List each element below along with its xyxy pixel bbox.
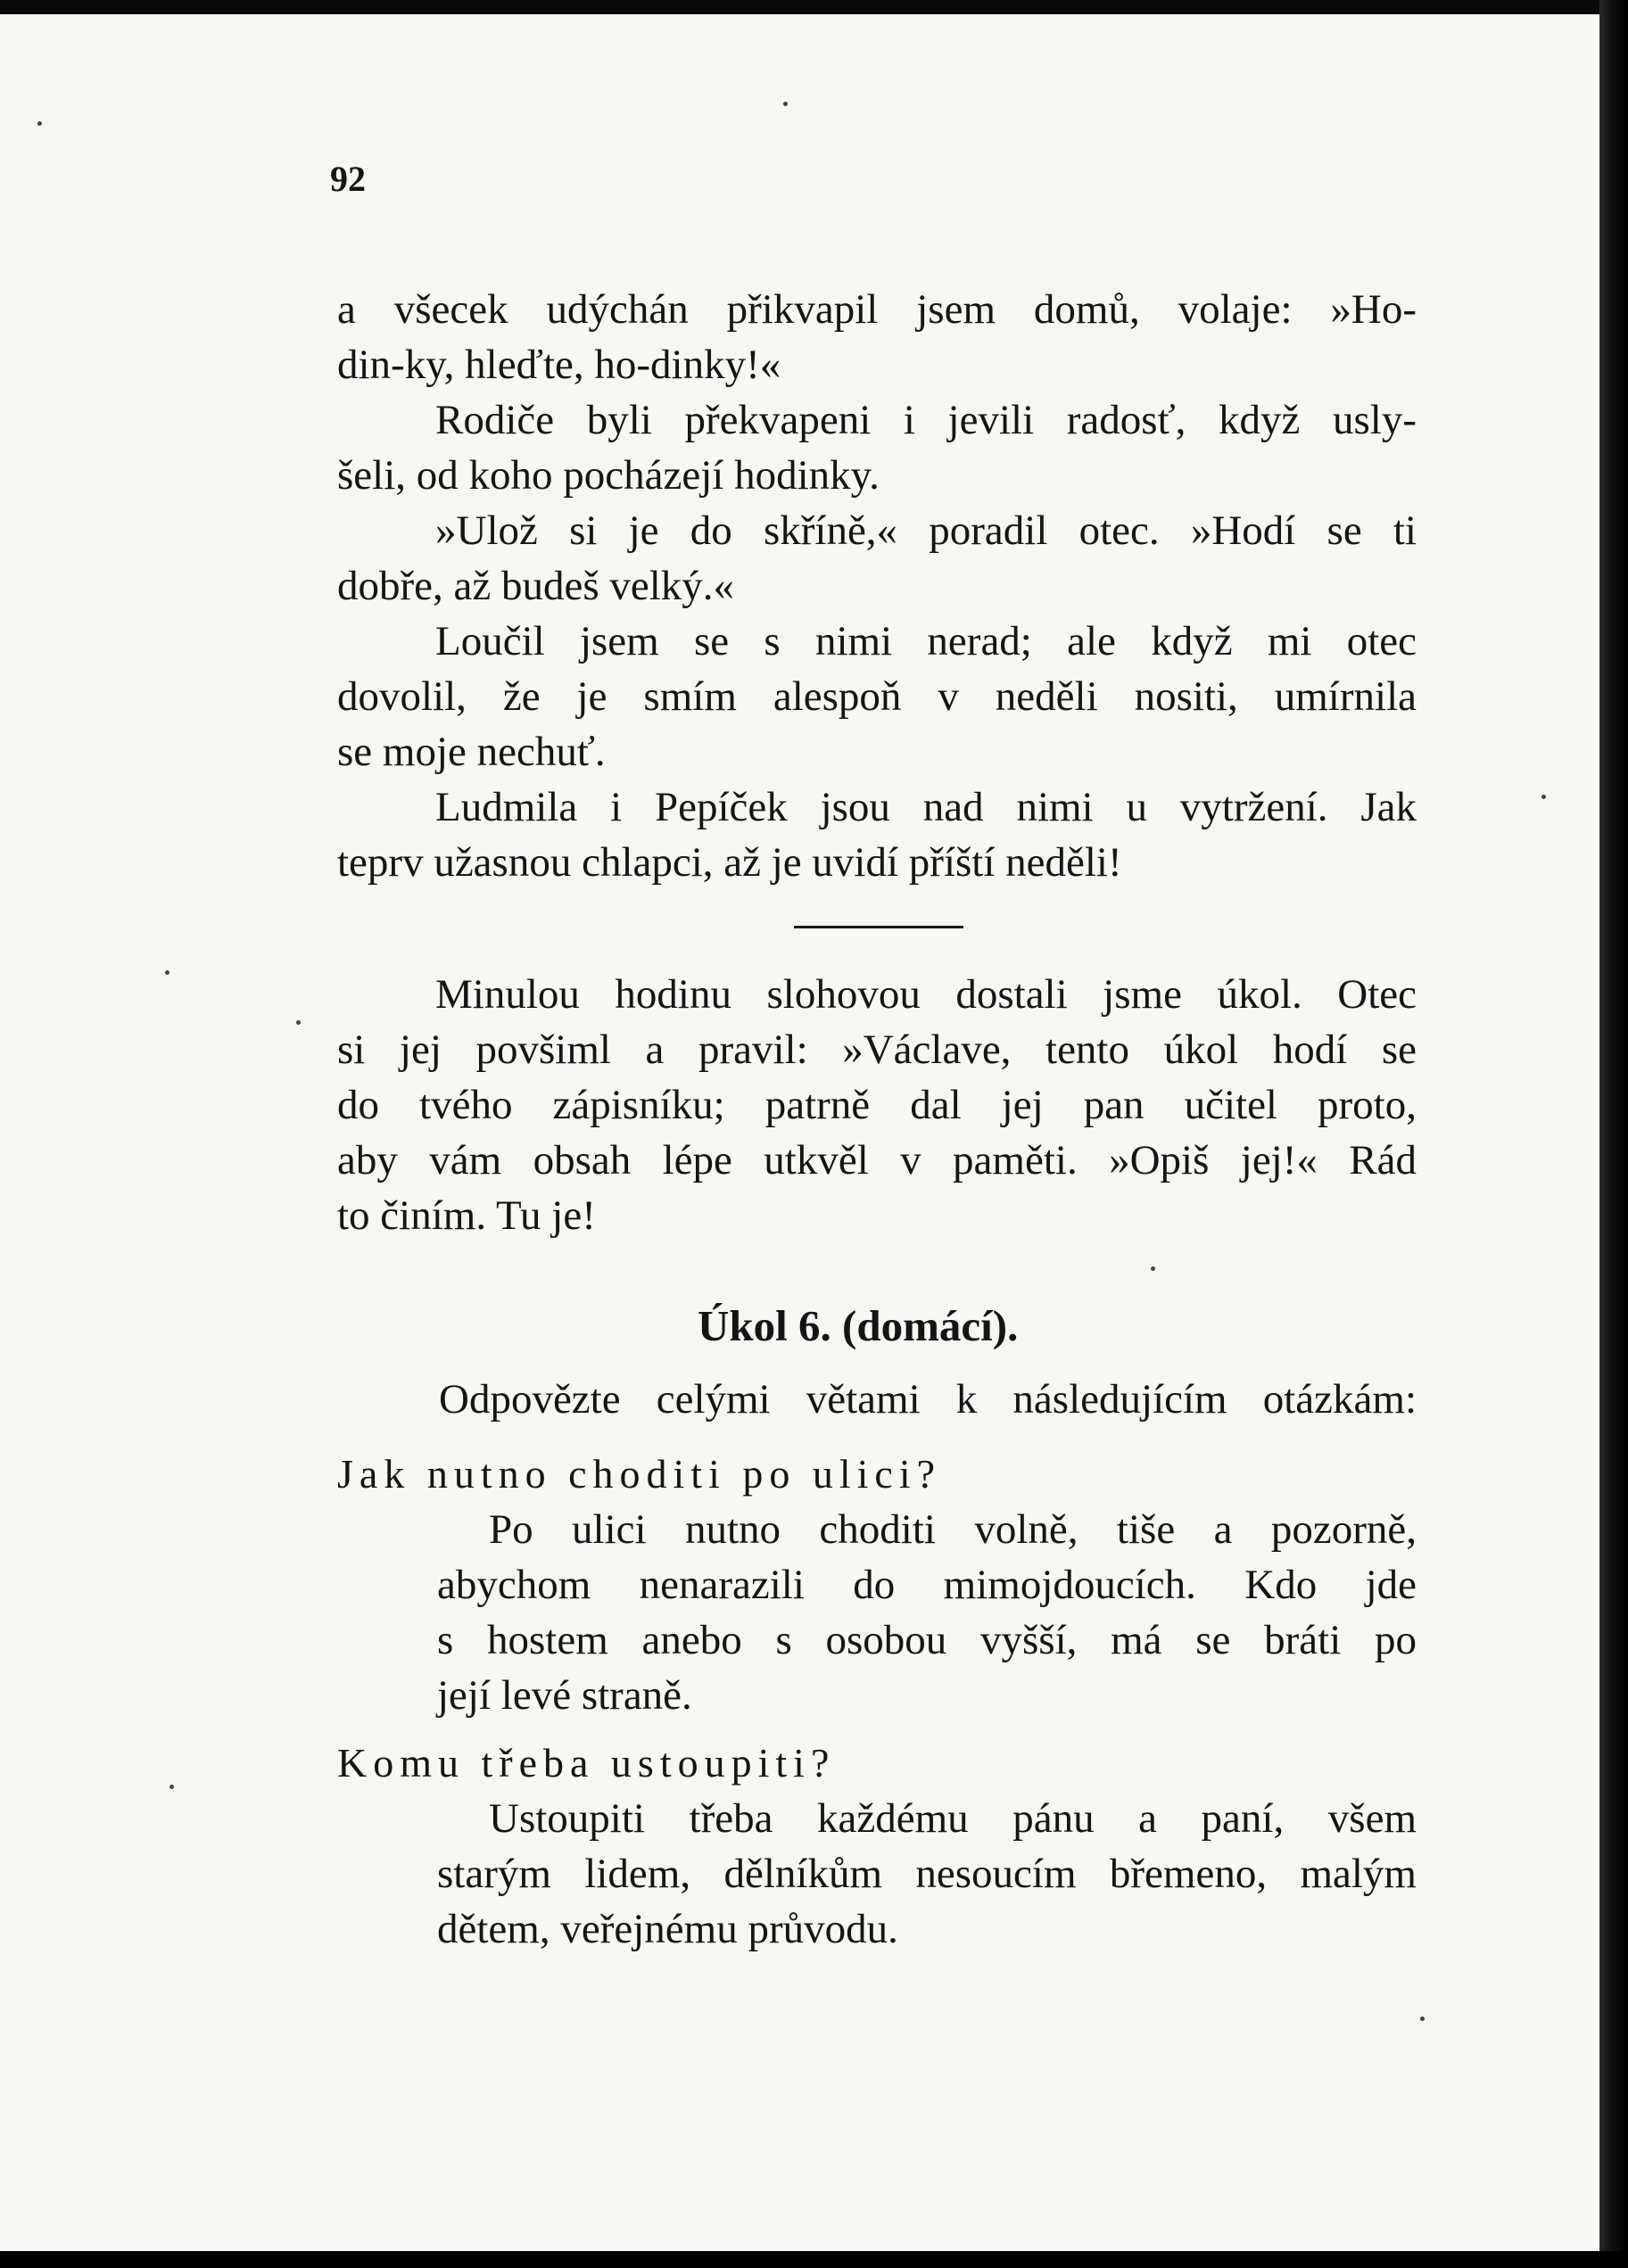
book-page xyxy=(0,14,1599,2251)
text-line: dobře, až budeš velký.« xyxy=(337,563,735,609)
text-line: Ludmila i Pepíček jsou nad nimi u vytržení. Jak xyxy=(435,784,1417,830)
text-line: Ustoupiti třeba každému pánu a paní, všem xyxy=(489,1795,1417,1842)
scan-speck xyxy=(1420,2016,1425,2021)
text-line: s hostem anebo s osobou vyšší, má se bráti po xyxy=(437,1617,1417,1663)
scan-speck xyxy=(37,121,42,126)
text-line: Minulou hodinu slohovou dostali jsme úkol. Otec xyxy=(435,971,1417,1018)
page-number: 92 xyxy=(330,159,366,199)
text-line: si jej povšiml a pravil: »Václave, tento úkol hodí se xyxy=(337,1027,1417,1073)
text-line: do tvého zápisníku; patrně dal jej pan učitel proto, xyxy=(337,1082,1417,1128)
scan-speck xyxy=(783,102,788,106)
text-line: a všecek udýchán přikvapil jsem domů, volaje: »Ho- xyxy=(337,286,1417,333)
assignment-heading: Úkol 6. (domácí). xyxy=(698,1301,1019,1350)
paragraph-4 xyxy=(337,614,1417,779)
paragraph-3 xyxy=(337,503,1417,614)
answer-1 xyxy=(437,1502,1417,1723)
scan-speck xyxy=(169,1785,174,1789)
text-line: Rodiče byli překvapeni i jevili radosť, když usly- xyxy=(435,397,1417,443)
scan-edge-right xyxy=(1599,0,1628,2268)
text-line: její levé straně. xyxy=(437,1672,692,1719)
scan-speck xyxy=(296,1020,301,1025)
text-line: aby vám obsah lépe utkvěl v paměti. »Opiš jej!« Rád xyxy=(337,1137,1417,1183)
text-line: abychom nenarazili do mimojdoucích. Kdo jde xyxy=(437,1562,1417,1608)
question-1: Jak nutno choditi po ulici? xyxy=(337,1451,942,1497)
text-line: teprv užasnou chlapci, až je uvidí příští neděli! xyxy=(337,839,1122,886)
text-line: dětem, veřejnému průvodu. xyxy=(437,1906,898,1952)
paragraph-2 xyxy=(337,392,1417,503)
text-line: dovolil, že je smím alespoň v neděli nositi, umírnila xyxy=(337,673,1417,720)
text-line: Loučil jsem se s nimi nerad; ale když mi otec xyxy=(435,618,1417,664)
scan-edge-bottom xyxy=(0,2251,1628,2268)
scan-speck xyxy=(1541,795,1546,799)
scan-speck xyxy=(1151,1266,1155,1271)
text-line: »Ulož si je do skříně,« poradil otec. »Hodí se ti xyxy=(435,507,1417,554)
answer-2 xyxy=(437,1791,1417,1957)
assignment-instruction xyxy=(439,1372,1417,1427)
paragraph-6 xyxy=(337,967,1417,1243)
text-line: din-ky, hleďte, ho-dinky!« xyxy=(337,342,781,388)
section-divider xyxy=(794,926,963,928)
text-line: Odpovězte celými větami k následujícím otázkám: xyxy=(439,1376,1417,1423)
text-line: se moje nechuť. xyxy=(337,729,606,775)
paragraph-1 xyxy=(337,282,1417,392)
question-2: Komu třeba ustoupiti? xyxy=(337,1740,836,1786)
paragraph-5 xyxy=(337,779,1417,890)
scan-speck xyxy=(165,970,169,975)
text-line: Po ulici nutno choditi volně, tiše a pozorně, xyxy=(489,1506,1417,1553)
text-line: starým lidem, dělníkům nesoucím břemeno, malým xyxy=(437,1851,1417,1897)
text-line: šeli, od koho pocházejí hodinky. xyxy=(337,452,880,499)
text-line: to činím. Tu je! xyxy=(337,1192,596,1239)
